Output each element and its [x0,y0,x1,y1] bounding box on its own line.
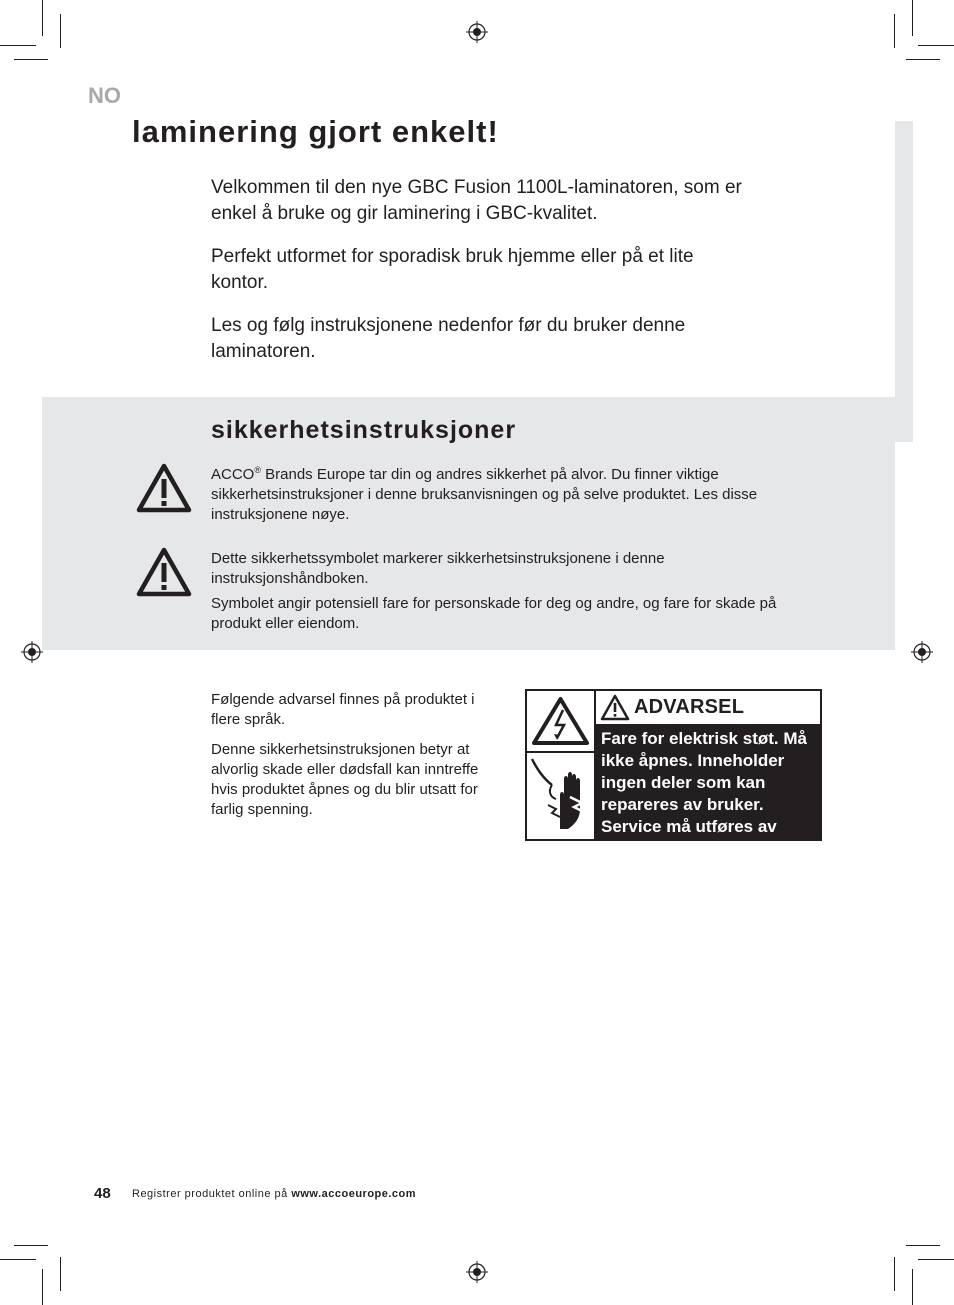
registration-mark-icon [21,641,43,663]
registration-mark-icon [911,641,933,663]
warning-label-title: ADVARSEL [634,696,745,718]
crop-mark [906,1245,940,1246]
intro-paragraph: Velkommen til den nye GBC Fusion 1100L-laminatoren, som er enkel å bruke og gir laminering i GBC-kvalitet. [211,177,742,224]
footer-url: www.accoeurope.com [291,1188,417,1200]
language-code: NO [88,83,121,108]
warning-triangle-icon [136,547,192,597]
warning-triangle-icon [136,463,192,513]
brand-name: ACCO [211,466,255,483]
crop-mark [912,1269,913,1305]
warning-triangle-icon [600,694,630,721]
footer-label: Registrer produktet online på [132,1188,292,1200]
safety-item-1 [211,465,821,525]
safety-text: Symbolet angir potensiell fare for personskade for deg og andre, og fare for skade på produkt eller eiendom. [211,595,777,632]
warning-label-header [596,691,820,724]
crop-mark [906,59,940,60]
warning-label-icons [527,691,596,839]
intro-text [211,175,751,382]
registration-mark-icon [466,1261,488,1283]
electric-hazard-icon [531,696,590,746]
safety-text: Dette sikkerhetssymbolet markerer sikkerhetsinstruksjonene i denne instruksjonshåndboken. [211,550,665,587]
crop-mark [42,1269,43,1305]
safety-text: Brands Europe tar din og andres sikkerhet på alvor. Du finner viktige sikkerhetsinstruksjoner i denne bruksanvisningen og på selve produktet. Les disse instruksjonene nøye. [211,466,758,523]
crop-mark [14,1245,48,1246]
crop-mark [0,1259,36,1260]
electric-shock-hand-icon [530,757,592,835]
safety-item-2 [211,549,821,634]
divider [527,751,594,753]
notice-paragraph: Følgende advarsel finnes på produktet i flere språk. [211,691,475,728]
crop-mark [912,0,913,36]
warning-label [525,689,822,858]
side-tab [895,121,913,442]
notice-text [211,690,501,830]
crop-mark [894,1257,895,1291]
crop-mark [60,1257,61,1291]
section-title: sikkerhetsinstruksjoner [211,416,517,444]
intro-paragraph: Perfekt utformet for sporadisk bruk hjemme eller på et lite kontor. [211,246,694,293]
crop-mark [60,14,61,48]
crop-mark [0,45,36,46]
notice-paragraph: Denne sikkerhetsinstruksjonen betyr at alvorlig skade eller dødsfall kan inntreffe hvis produktet åpnes og du blir utsatt for farlig spenning. [211,741,479,818]
warning-label-body: Fare for elektrisk støt. Må ikke åpnes. Inneholder ingen deler som kan repareres av bruker. Service må utføres av kvalifisert personell. [596,724,820,839]
intro-paragraph: Les og følg instruksjonene nedenfor før du bruker denne laminatoren. [211,315,686,362]
page-title: laminering gjort enkelt! [132,114,499,149]
registered-mark: ® [254,465,261,475]
crop-mark [42,0,43,36]
footer-text [132,1188,416,1200]
crop-mark [918,45,954,46]
page-number: 48 [94,1185,111,1202]
crop-mark [918,1259,954,1260]
registration-mark-icon [466,21,488,43]
crop-mark [14,59,48,60]
crop-mark [894,14,895,48]
